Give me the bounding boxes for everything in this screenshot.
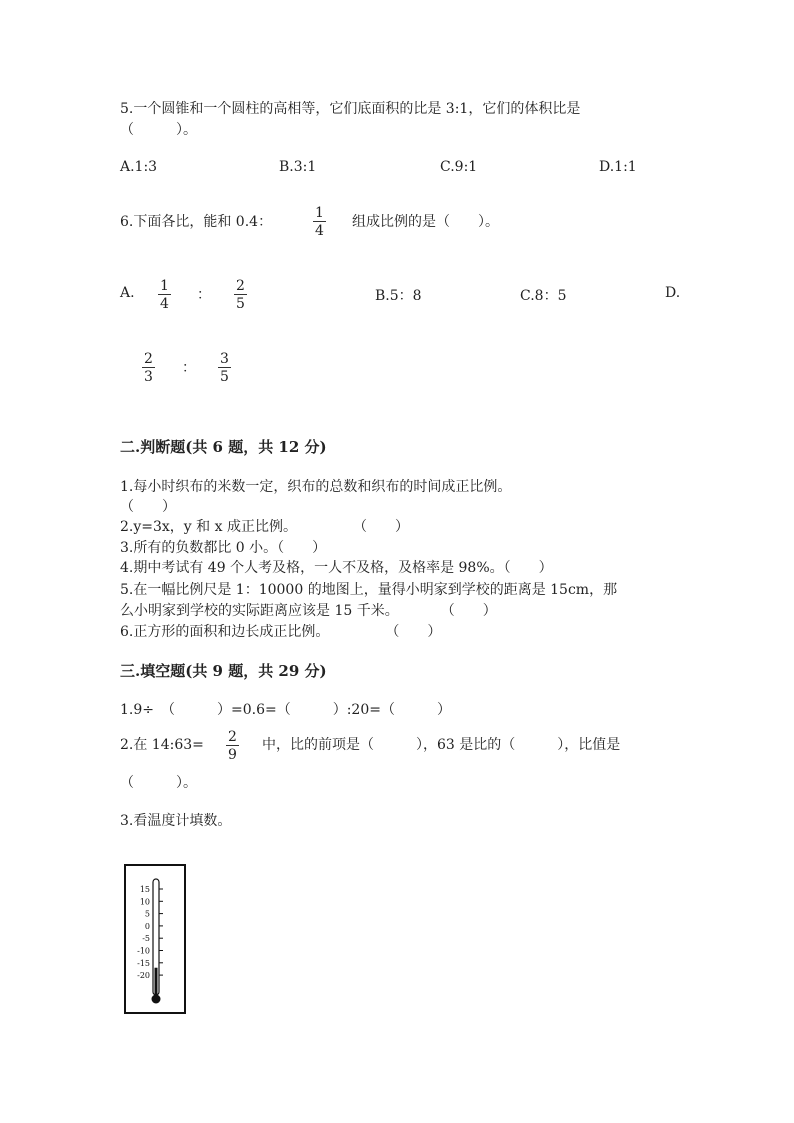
thermometer-frame <box>124 864 186 1014</box>
section2-item-5b: 么小明家到学校的实际距离应该是 15 千米。 （ ） <box>120 603 497 619</box>
q5-stem-line1: 5.一个圆锥和一个圆柱的高相等，它们底面积的比是 3:1，它们的体积比是 <box>120 101 581 117</box>
section2-item-5a: 5.在一幅比例尺是 1：10000 的地图上，量得小明家到学校的距离是 15cm，那 <box>120 582 618 598</box>
thermometer-tick-label: 15 <box>139 885 150 894</box>
section2-item-1-blank[interactable]: （ ） <box>120 499 176 515</box>
thermometer-tick-label: 5 <box>144 909 150 919</box>
section3-q2-prefix: 2.在 14:63= <box>120 737 204 753</box>
fraction-denominator: 3 <box>144 369 153 385</box>
section2-title: 二.判断题(共 6 题，共 12 分) <box>120 438 327 456</box>
section3-q1: 1.9÷ （ ）=0.6=（ ）:20=（ ） <box>120 702 451 718</box>
section3-q2-line2: （ ）。 <box>120 775 197 791</box>
thermometer-tick-label: 0 <box>144 921 150 931</box>
fraction-numerator: 2 <box>228 729 237 745</box>
thermometer-tick-label: -20 <box>137 971 150 981</box>
fraction-denominator: 9 <box>228 747 237 763</box>
fraction-denominator: 4 <box>315 223 324 239</box>
thermometer-tick-label: -5 <box>142 934 150 944</box>
section3-q2-suffix: 中，比的前项是（ ），63 是比的（ ），比值是 <box>262 737 621 753</box>
q6-option-d-colon: ： <box>182 360 196 376</box>
q6-option-a-colon: ： <box>197 287 211 303</box>
q6-option-d-fraction-2 <box>218 351 231 385</box>
q6-stem-suffix: 组成比例的是（ ）。 <box>352 214 499 230</box>
fraction-denominator: 5 <box>236 296 245 312</box>
fraction-numerator: 3 <box>220 351 229 367</box>
q5-stem-line2: （ ）。 <box>120 122 197 138</box>
q6-option-a-label[interactable]: A. <box>120 285 135 301</box>
fraction-numerator: 2 <box>144 351 153 367</box>
section2-item-1: 1.每小时织布的米数一定，织布的总数和织布的时间成正比例。 <box>120 479 512 495</box>
thermometer-icon <box>126 866 184 1012</box>
q5-option-a[interactable]: A.1:3 <box>120 159 158 175</box>
q5-option-b[interactable]: B.3:1 <box>279 159 317 175</box>
section3-q3: 3.看温度计填数。 <box>120 813 232 829</box>
section3-title: 三.填空题(共 9 题，共 29 分) <box>120 662 327 680</box>
thermometer-tick-label: 10 <box>139 897 150 907</box>
q6-option-c[interactable]: C.8：5 <box>520 288 567 304</box>
q6-option-b[interactable]: B.5：8 <box>375 288 422 304</box>
section3-q2-fraction <box>226 729 239 763</box>
fraction-numerator: 1 <box>315 205 324 221</box>
thermometer-tick-label: -15 <box>137 958 150 968</box>
thermometer-tick-label: -10 <box>137 946 150 956</box>
thermometer-bulb <box>152 995 161 1004</box>
q6-option-d-fraction-1 <box>142 351 155 385</box>
section2-item-2: 2.y=3x，y 和 x 成正比例。 （ ） <box>120 519 409 535</box>
thermometer-mercury <box>155 968 158 999</box>
fraction-denominator: 4 <box>160 296 169 312</box>
q6-option-a-fraction-1 <box>158 278 171 312</box>
q6-option-a-fraction-2 <box>234 278 247 312</box>
fraction-numerator: 2 <box>236 278 245 294</box>
section2-item-3: 3.所有的负数都比 0 小。（ ） <box>120 540 327 556</box>
section2-item-4: 4.期中考试有 49 个人考及格，一人不及格，及格率是 98%。（ ） <box>120 560 553 576</box>
q5-option-d[interactable]: D.1:1 <box>599 159 637 175</box>
q6-option-d-label[interactable]: D. <box>665 285 681 301</box>
section2-item-6: 6.正方形的面积和边长成正比例。 （ ） <box>120 624 442 640</box>
fraction-numerator: 1 <box>160 278 169 294</box>
fraction-denominator: 5 <box>220 369 229 385</box>
q6-stem-fraction <box>313 205 326 239</box>
q6-stem-prefix: 6.下面各比，能和 0.4： <box>120 214 273 230</box>
q5-option-c[interactable]: C.9:1 <box>440 159 478 175</box>
